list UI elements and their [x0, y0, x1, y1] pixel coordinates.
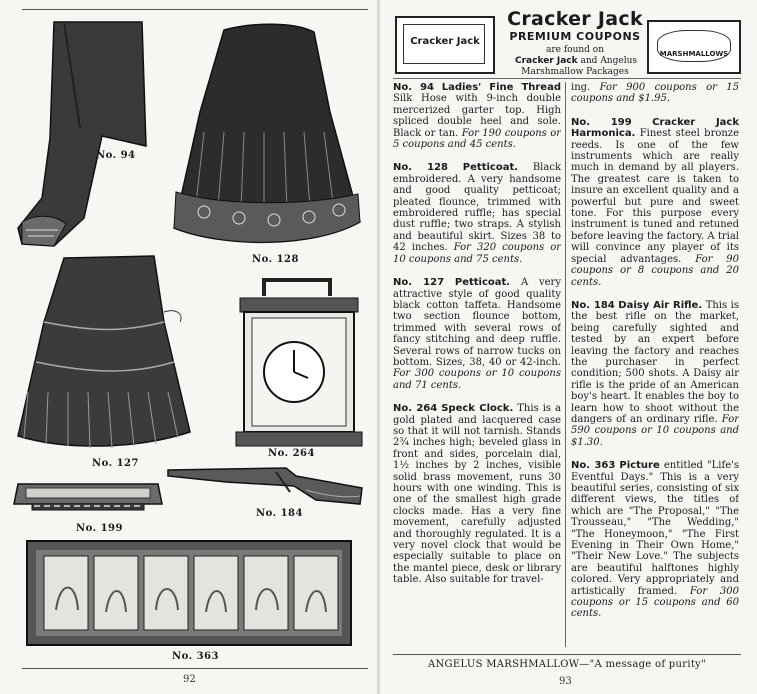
banner-subtitle: PREMIUM COUPONS: [509, 30, 641, 43]
left-page: [0, 0, 378, 694]
caption-no-184: No. 184: [256, 508, 303, 519]
banner-line-found-on: are found on: [545, 45, 605, 55]
banner-brand-cracker-jack: Cracker Jack: [515, 56, 578, 66]
harmonica-illustration: [12, 474, 164, 516]
bottom-rule-right: [393, 654, 741, 655]
entry-description: Finest steel bronze reeds. Is one of the few instruments which are really much in demand by all players. The greatest care is taken to insure an excellent quality and a powerful but pure and sweet tone. For this purpose every instrument is tuned and retuned before leaving the factory. A trial will convince any player of its special advantages.: [571, 128, 739, 265]
entry-offer: For 900 coupons or 15 coupons and $1.95.: [571, 82, 739, 105]
clock-illustration: [234, 274, 364, 450]
right-page: [379, 0, 757, 694]
page-number-right: 93: [559, 676, 572, 687]
caption-no-127: No. 127: [92, 458, 139, 469]
entry-name: Speck Clock.: [441, 403, 514, 415]
page-number-left: 92: [183, 674, 196, 685]
entry-offer: For 190 coupons or 5 coupons and 45 cents.: [393, 127, 561, 151]
top-rule: [22, 9, 368, 10]
entry-number: No. 127: [393, 277, 445, 289]
entry-name: Cracker Jack Harmonica.: [571, 116, 739, 140]
entry-description: entitled "Life's Eventful Days." This is a very beautiful series, consisting of six different views, the titles of which are "The Proposal," "The Trousseau," "The Wedding," "The Honeymoon," "The First Evening in Their Own Home," "Their New Love." The subjects are beautiful halftones highly colored. Very appropriately and artistically framed.: [571, 460, 739, 597]
catalog-entry: [393, 82, 561, 150]
banner-brand-angelus: Angelus: [600, 56, 637, 66]
cracker-jack-box-label: Cracker Jack: [410, 36, 480, 47]
catalog-entry: [571, 460, 739, 620]
caption-no-94: No. 94: [96, 150, 136, 161]
text-column-right: [571, 82, 739, 647]
entry-name: Picture: [619, 460, 660, 472]
catalog-entry: [571, 300, 739, 448]
catalog-entry: [571, 117, 739, 288]
column-rule: [565, 82, 566, 647]
banner-title: Cracker Jack: [507, 8, 643, 30]
catalog-entry: [393, 403, 561, 586]
entry-description: This is the best rifle on the market, being carefully sighted and tested by an expert before leaving the factory and reaches the purchaser in perfect condition; 500 shots. A Daisy air rifle is the pride of an American boy's heart. It enables the boy to learn how to shoot without the dangers of an ordinary rifle.: [571, 299, 739, 425]
cracker-jack-banner: [393, 8, 741, 76]
banner-rule: [393, 78, 741, 79]
framed-picture-illustration: [26, 540, 352, 646]
entry-description: A very attractive style of good quality black cotton taffeta. Handsome two section flounce bottom, trimmed with several rows of fancy stitching and deep ruffle. Several rows of narrow tucks on bottom. Sizes, 38, 40 or 42-inch.: [393, 277, 561, 368]
marshmallow-box-label: MARSHMALLOWS: [659, 50, 729, 58]
banner-and: and: [580, 56, 598, 66]
entry-number: No. 94: [393, 82, 434, 93]
entry-number: No. 264: [393, 403, 438, 415]
entry-number: No. 199: [571, 116, 632, 128]
entry-description: Black embroidered. A very handsome and good quality petticoat; pleated flounce, trimmed with embroidered ruffle; has special dust ruffle; two straps. A stylish and beautiful skirt. Sizes 38 to 42 inches.: [393, 162, 561, 254]
bottom-rule: [22, 668, 368, 669]
entry-name: Petticoat.: [462, 162, 519, 174]
taffeta-petticoat-illustration: [14, 252, 192, 452]
catalog-entry: [393, 277, 561, 391]
air-rifle-illustration: [166, 462, 366, 508]
entry-description: ing.: [571, 82, 591, 93]
caption-no-199: No. 199: [76, 523, 123, 534]
entry-offer: For 590 coupons or 10 coupons and $1.30.: [571, 413, 739, 448]
entry-number: No. 184: [571, 299, 615, 311]
entry-number: No. 363: [571, 460, 616, 472]
catalog-entry: [571, 82, 739, 105]
caption-no-264: No. 264: [268, 448, 315, 459]
marshmallow-box-illustration: [647, 20, 741, 74]
caption-no-363: No. 363: [172, 651, 219, 662]
catalog-entry: [393, 162, 561, 265]
entry-offer: For 90 coupons or 8 coupons and 20 cents.: [571, 253, 739, 288]
entry-description: Silk Hose with 9-inch double mercerized garter top. High spliced double heel and sole. Black or tan.: [393, 93, 561, 139]
stocking-illustration: [14, 18, 154, 250]
text-column-left: [393, 82, 561, 647]
entry-description: This is a gold plated and lacquered case so that it will not tarnish. Stands 2¾ inches high; beveled glass in front and sides, porcelain dial, 1½ inches by 2 inches, visible solid brass movement, runs 30 hours with one winding. This is one of the smallest high grade clocks made. Has a very fine movement, carefully adjusted and thoroughly regulated. It is a very novel clock that would be especially suitable to place on the mantel piece, desk or library table. Also suitable for travel-: [393, 403, 561, 586]
entry-number: No. 128: [393, 162, 448, 174]
entry-name: Ladies' Fine Thread: [441, 82, 561, 93]
page-footer: ANGELUS MARSHMALLOW—"A message of purity": [427, 659, 706, 670]
caption-no-128: No. 128: [252, 254, 299, 265]
banner-line-packages: Marshmallow Packages: [521, 67, 629, 77]
entry-offer: For 300 coupons or 15 coupons and 60 cents.: [571, 585, 739, 620]
cracker-jack-box-illustration: [395, 16, 495, 74]
embroidered-petticoat-illustration: [164, 22, 368, 250]
entry-offer: For 300 coupons or 10 coupons and 71 cents.: [393, 368, 561, 391]
banner-line-brands: [501, 56, 651, 66]
entry-name: Petticoat.: [454, 277, 511, 289]
entry-name: Daisy Air Rifle.: [618, 299, 703, 311]
entry-offer: For 320 coupons or 10 coupons and 75 cents.: [393, 242, 561, 265]
